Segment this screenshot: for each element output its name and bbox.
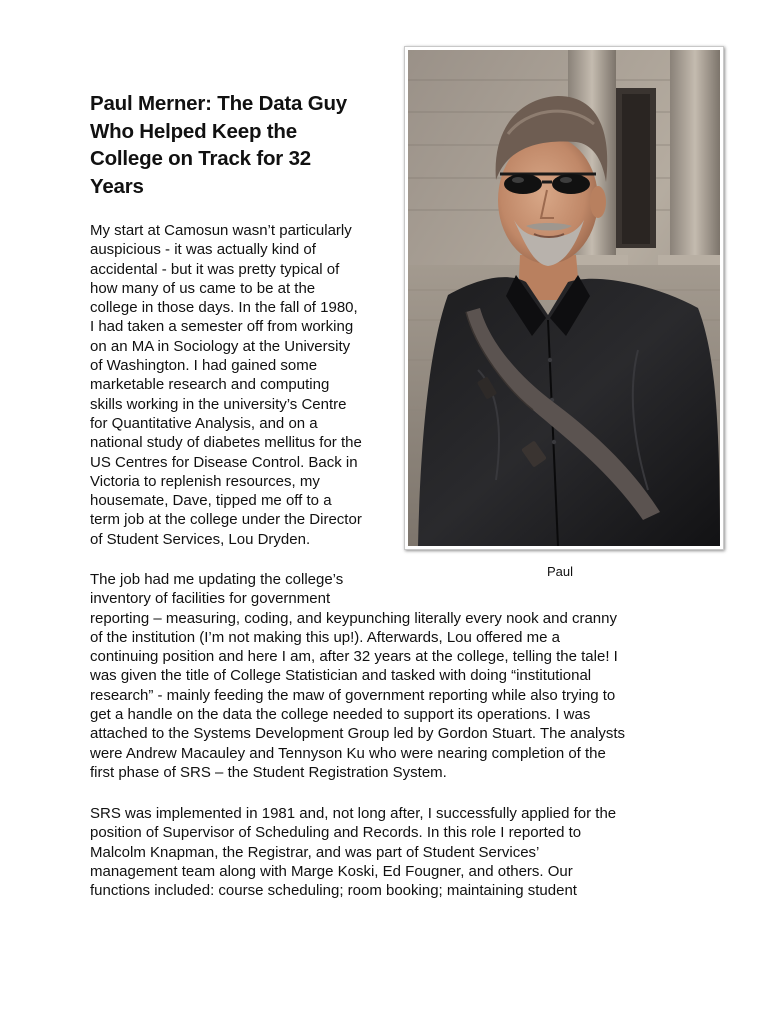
title-line: College on Track for 32 xyxy=(90,147,311,170)
text-line: management team along with Marge Koski, Ed Fougner, and others. Our xyxy=(90,862,573,880)
text-line: accidental - but it was pretty typical of xyxy=(90,260,340,278)
text-line: The job had me updating the college’s xyxy=(90,571,344,588)
text-line: Victoria to replenish resources, my xyxy=(90,472,320,490)
portrait-image xyxy=(408,50,720,546)
text-line: Malcolm Knapman, the Registrar, and was part of Student Services’ xyxy=(90,843,540,861)
text-line: marketable research and computing xyxy=(90,376,330,394)
text-line: housemate, Dave, tipped me off to a xyxy=(90,492,332,510)
text-line: US Centres for Disease Control. Back in xyxy=(90,453,358,471)
text-line: get a handle on the data the college needed to support its operations. I was xyxy=(90,706,591,724)
text-line: auspicious - it was actually kind of xyxy=(90,241,316,259)
text-line: were Andrew Macauley and Tennyson Ku who were nearing completion of the xyxy=(90,744,606,762)
text-line: position of Supervisor of Scheduling and Records. In this role I reported to xyxy=(90,824,582,842)
text-line: of Washington. I had gained some xyxy=(90,357,318,375)
paragraph-intro xyxy=(90,221,362,549)
text-line: on an MA in Sociology at the University xyxy=(90,337,351,355)
text-line: inventory of facilities for government xyxy=(90,590,331,608)
text-line: functions included: course scheduling; room booking; maintaining student xyxy=(90,882,577,900)
text-line: first phase of SRS – the Student Registration System. xyxy=(90,763,447,781)
text-line: My start at Camosun wasn’t particularly xyxy=(90,222,352,239)
paragraph-job xyxy=(90,570,625,782)
text-line: for Quantitative Analysis, and on a xyxy=(90,414,318,432)
paragraph-srs xyxy=(90,804,616,900)
text-line: skills working in the university’s Centre xyxy=(90,395,347,413)
text-line: SRS was implemented in 1981 and, not long after, I successfully applied for the xyxy=(90,805,617,822)
text-line: I had taken a semester off from working xyxy=(90,318,354,336)
text-line: continuing position and here I am, after 32 years at the college, telling the tale! I xyxy=(90,648,618,666)
text-line: of the institution (I’m not making this up!). Afterwards, Lou offered me a xyxy=(90,628,560,646)
text-line: national study of diabetes mellitus for the xyxy=(90,434,362,452)
text-line: was given the title of College Statistician and tasked with doing “institutional xyxy=(90,667,592,685)
title-line: Who Helped Keep the xyxy=(90,119,297,143)
photo-caption: Paul xyxy=(546,564,574,579)
article-title xyxy=(90,90,400,200)
text-line: term job at the college under the Director xyxy=(90,511,362,529)
title-line: Years xyxy=(90,174,144,198)
text-line: research” - mainly feeding the maw of government reporting while also trying to xyxy=(90,686,616,704)
portrait-photo xyxy=(404,46,724,550)
text-line: of Student Services, Lou Dryden. xyxy=(90,530,311,548)
text-line: college in those days. In the fall of 1980, xyxy=(90,299,358,317)
title-line: Paul Merner: The Data Guy xyxy=(90,92,348,115)
text-line: reporting – measuring, coding, and keypunching literally every nook and cranny xyxy=(90,609,617,627)
text-line: attached to the Systems Development Group led by Gordon Stuart. The analysts xyxy=(90,725,626,743)
text-line: how many of us came to be at the xyxy=(90,279,316,297)
